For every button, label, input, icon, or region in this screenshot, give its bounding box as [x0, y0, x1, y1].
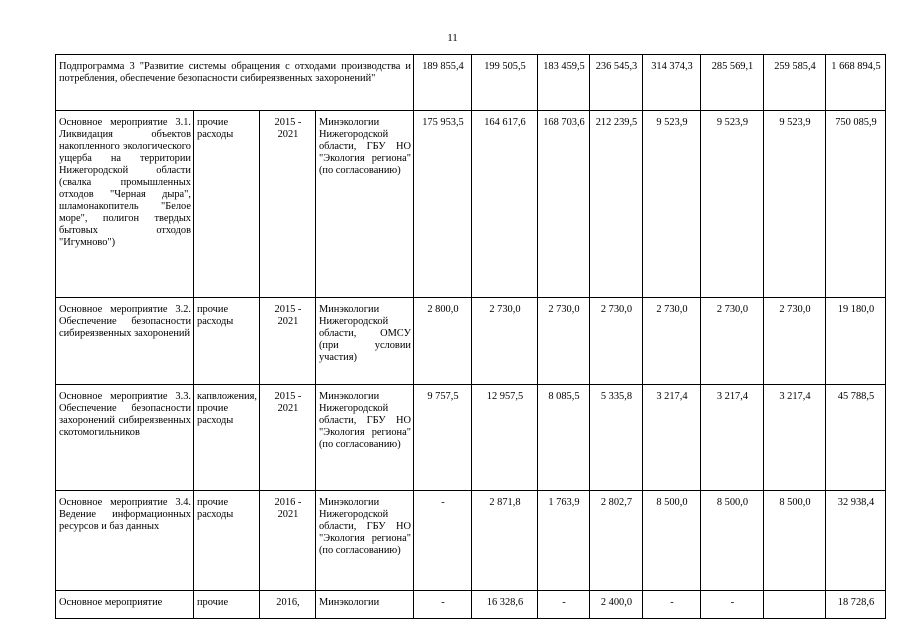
expense-type-cell: капвложения, прочие расходы — [194, 385, 260, 491]
value-cell: 2 802,7 — [589, 491, 642, 591]
value-cell: 8 500,0 — [642, 491, 700, 591]
value-cell: - — [413, 591, 471, 619]
value-cell: 8 500,0 — [700, 491, 763, 591]
table-row-measure-3-3 — [56, 385, 886, 491]
total-cell: 32 938,4 — [825, 491, 885, 591]
value-cell: 2 730,0 — [471, 298, 537, 385]
value-cell: 3 217,4 — [642, 385, 700, 491]
value-cell: 2 400,0 — [589, 591, 642, 619]
value-cell: 3 217,4 — [763, 385, 825, 491]
value-cell: 314 374,3 — [642, 55, 700, 111]
value-cell: 2 871,8 — [471, 491, 537, 591]
years-cell: 2015 - 2021 — [259, 111, 315, 298]
executor-cell: Минэкологии Нижегородской области, ГБУ НО "Экология региона" (по согласованию) — [315, 111, 413, 298]
value-cell: - — [537, 591, 589, 619]
value-cell: 259 585,4 — [763, 55, 825, 111]
total-cell: 19 180,0 — [825, 298, 885, 385]
value-cell: 236 545,3 — [589, 55, 642, 111]
value-cell: 9 523,9 — [642, 111, 700, 298]
value-cell: 3 217,4 — [700, 385, 763, 491]
value-cell: 2 730,0 — [763, 298, 825, 385]
years-cell: 2015 - 2021 — [259, 298, 315, 385]
subprogram-name-cell: Подпрограмма 3 "Развитие системы обращения с отходами производства и потребления, обеспечение безопасности сибиреязвенных захоронений" — [56, 55, 414, 111]
value-cell: 2 730,0 — [642, 298, 700, 385]
table-row-measure-3-4 — [56, 491, 886, 591]
value-cell: - — [642, 591, 700, 619]
value-cell: 285 569,1 — [700, 55, 763, 111]
measure-name-cell: Основное мероприятие — [56, 591, 194, 619]
table-row-measure-partial — [56, 591, 886, 619]
value-cell: 2 730,0 — [589, 298, 642, 385]
value-cell: 8 085,5 — [537, 385, 589, 491]
measure-name-cell: Основное мероприятие 3.1. Ликвидация объектов накопленного экологического ущерба на территории Нижегородской области (свалка промышленных отходов "Черная дыра", шламонакопитель "Белое море", полигон твердых бытовых отходов "Игумново") — [56, 111, 194, 298]
page-number: 11 — [447, 32, 458, 44]
total-cell: 45 788,5 — [825, 385, 885, 491]
expense-type-cell: прочие расходы — [194, 298, 260, 385]
value-cell: 2 800,0 — [413, 298, 471, 385]
measure-name-cell: Основное мероприятие 3.2. Обеспечение безопасности сибиреязвенных захоронений — [56, 298, 194, 385]
executor-cell: Минэкологии Нижегородской области, ГБУ НО "Экология региона" (по согласованию) — [315, 385, 413, 491]
years-cell: 2016 - 2021 — [259, 491, 315, 591]
value-cell: 12 957,5 — [471, 385, 537, 491]
value-cell: 9 757,5 — [413, 385, 471, 491]
value-cell: - — [700, 591, 763, 619]
value-cell: 2 730,0 — [700, 298, 763, 385]
value-cell: 5 335,8 — [589, 385, 642, 491]
value-cell: 189 855,4 — [413, 55, 471, 111]
value-cell: 2 730,0 — [537, 298, 589, 385]
value-cell: 164 617,6 — [471, 111, 537, 298]
value-cell: 175 953,5 — [413, 111, 471, 298]
total-cell: 18 728,6 — [825, 591, 885, 619]
value-cell: 16 328,6 — [471, 591, 537, 619]
value-cell: 183 459,5 — [537, 55, 589, 111]
value-cell: 199 505,5 — [471, 55, 537, 111]
total-cell: 1 668 894,5 — [825, 55, 885, 111]
total-cell: 750 085,9 — [825, 111, 885, 298]
years-cell: 2015 - 2021 — [259, 385, 315, 491]
value-cell — [763, 591, 825, 619]
years-cell: 2016, — [259, 591, 315, 619]
table-row-measure-3-1 — [56, 111, 886, 298]
executor-cell: Минэкологии Нижегородской области, ГБУ НО "Экология региона" (по согласованию) — [315, 491, 413, 591]
table-row-measure-3-2 — [56, 298, 886, 385]
value-cell: 212 239,5 — [589, 111, 642, 298]
executor-cell: Минэкологии Нижегородской области, ОМСУ (при условии участия) — [315, 298, 413, 385]
value-cell: 1 763,9 — [537, 491, 589, 591]
measure-name-cell: Основное мероприятие 3.4. Ведение информационных ресурсов и баз данных — [56, 491, 194, 591]
expense-type-cell: прочие — [194, 591, 260, 619]
executor-cell: Минэкологии — [315, 591, 413, 619]
expense-type-cell: прочие расходы — [194, 491, 260, 591]
value-cell: 9 523,9 — [700, 111, 763, 298]
value-cell: - — [413, 491, 471, 591]
budget-table — [55, 54, 886, 619]
measure-name-cell: Основное мероприятие 3.3. Обеспечение безопасности захоронений сибиреязвенных скотомогильников — [56, 385, 194, 491]
value-cell: 168 703,6 — [537, 111, 589, 298]
value-cell: 9 523,9 — [763, 111, 825, 298]
expense-type-cell: прочие расходы — [194, 111, 260, 298]
value-cell: 8 500,0 — [763, 491, 825, 591]
table-row-subprogram-3 — [56, 55, 886, 111]
